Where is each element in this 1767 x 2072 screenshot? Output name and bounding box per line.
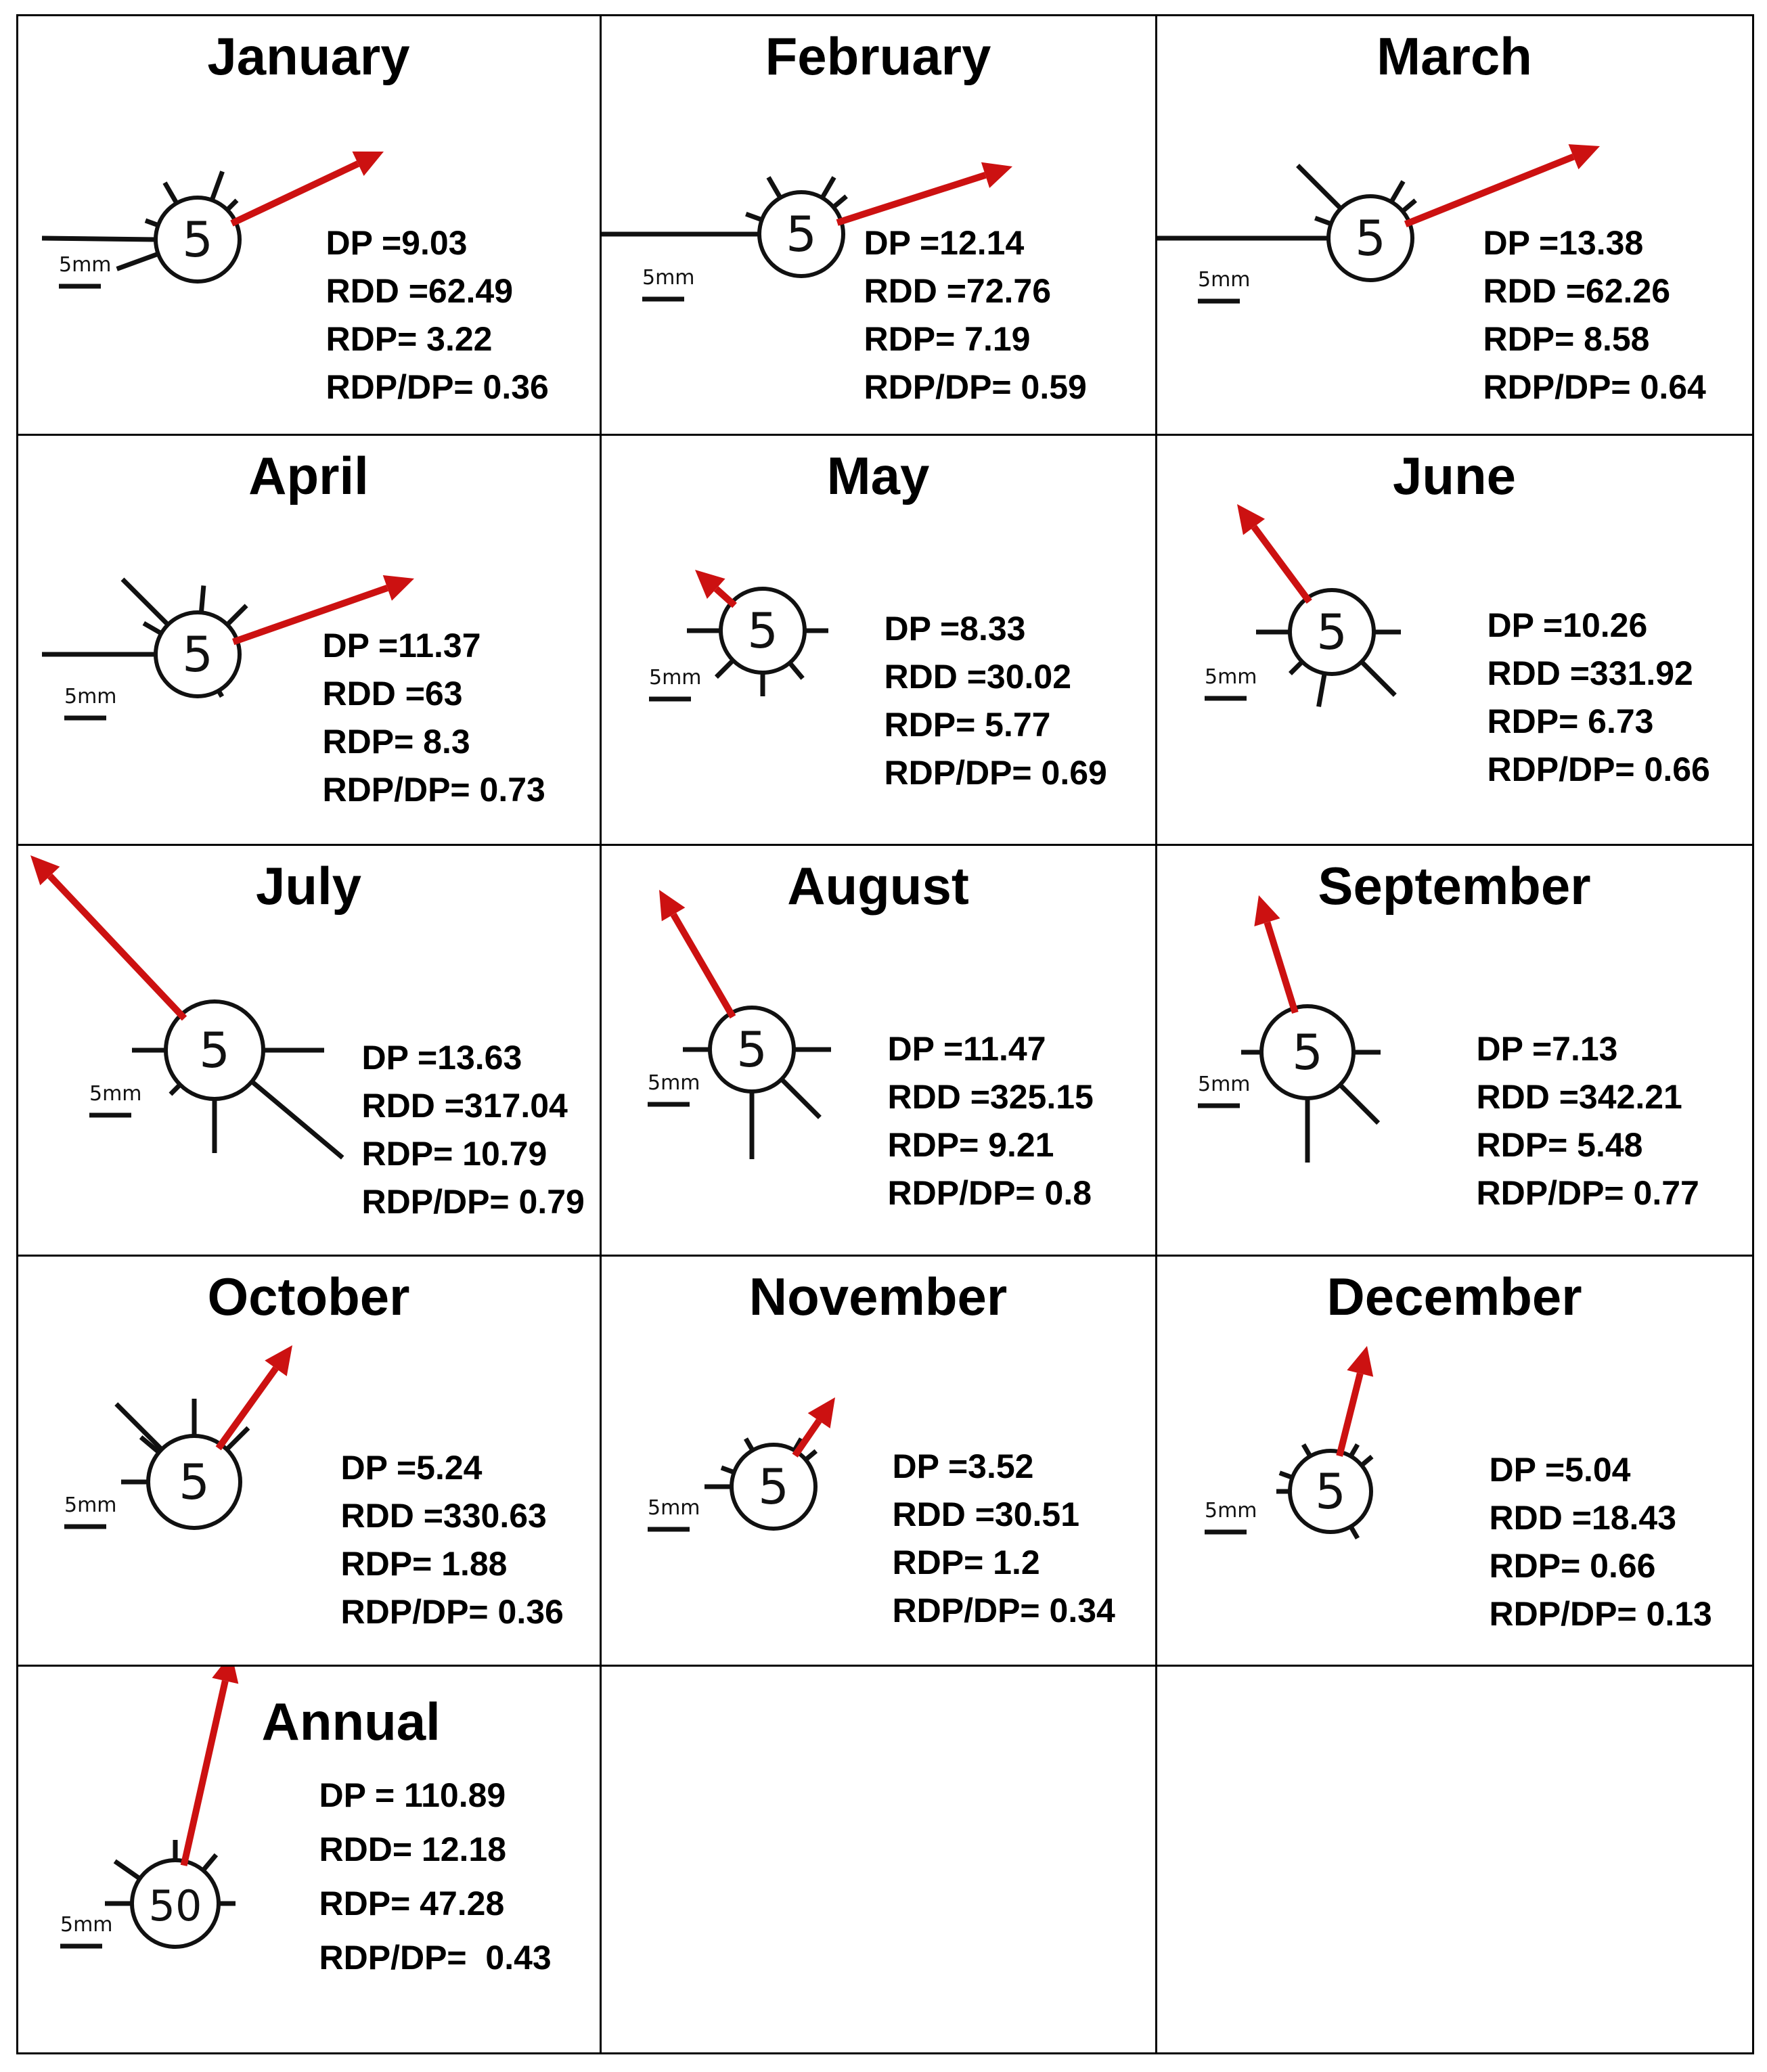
panel-july: [16, 844, 602, 1257]
stat-rdp: RDP= 5.77: [884, 705, 1051, 744]
rose-stats: [362, 1034, 585, 1226]
wind-spoke: [116, 1403, 161, 1449]
stat-dp: DP =3.52: [892, 1447, 1034, 1485]
panel-january: [16, 14, 602, 436]
rdd-arrow-shaft: [1405, 156, 1573, 224]
stat-rdd: RDD =30.02: [884, 657, 1072, 696]
stat-rdd: RDD =18.43: [1489, 1498, 1677, 1537]
rdd-arrow-head: [981, 162, 1012, 187]
panel-december: [1155, 1255, 1754, 1667]
rdd-arrow-shaft: [231, 163, 358, 223]
stat-rdp: RDP= 1.2: [892, 1543, 1040, 1581]
wind-spoke: [143, 623, 161, 633]
wind-spoke: [746, 1438, 753, 1449]
stat-ratio: RDP/DP= 0.77: [1476, 1173, 1699, 1212]
wind-spoke: [716, 660, 733, 677]
scale-label: 5mm: [647, 1495, 700, 1520]
sand-rose-grid: [17, 15, 1753, 2053]
scale-label: 5mm: [1197, 267, 1251, 292]
stat-ratio: RDP/DP= 0.13: [1489, 1594, 1712, 1633]
rose-stats: [864, 219, 1087, 411]
stat-rdp: RDP= 0.66: [1489, 1546, 1656, 1585]
circle-label: 5: [198, 1021, 230, 1079]
circle-label: 5: [1354, 209, 1386, 267]
stat-rdp: RDP= 1.88: [340, 1544, 508, 1583]
wind-spoke: [1340, 1085, 1379, 1123]
scale-label: 5mm: [647, 1071, 700, 1095]
wind-spoke: [122, 579, 167, 624]
panel-title: July: [255, 855, 362, 916]
circle-label: 5: [181, 210, 213, 268]
rdd-arrow-head: [1347, 1346, 1373, 1377]
panel-annual: [16, 1665, 602, 2054]
stat-rdd: RDD =342.21: [1476, 1077, 1682, 1116]
stat-ratio: RDP/DP= 0.34: [892, 1591, 1115, 1629]
scale-label: 5mm: [1197, 1072, 1251, 1096]
circle-label: 5: [736, 1020, 767, 1078]
wind-spoke: [781, 1079, 820, 1117]
panel-title: December: [1326, 1266, 1582, 1326]
stat-rdd: RDD =331.92: [1487, 654, 1693, 692]
panel-title: November: [748, 1266, 1008, 1326]
stat-dp: DP =7.13: [1476, 1029, 1618, 1068]
wind-spoke: [1402, 200, 1415, 211]
stat-ratio: RDP/DP= 0.64: [1483, 367, 1706, 406]
wind-spoke: [252, 1081, 342, 1157]
stat-rdd: RDD =62.49: [326, 271, 514, 310]
stat-ratio: RDP/DP= 0.69: [884, 753, 1107, 792]
rdd-arrow-shaft: [837, 175, 985, 222]
stat-rdp: RDP= 47.28: [319, 1884, 505, 1922]
panel-title: June: [1392, 445, 1517, 505]
rose-stats: [323, 622, 545, 814]
panel-march: [1155, 14, 1754, 436]
circle-label: 50: [148, 1880, 202, 1931]
panel-title: May: [826, 445, 930, 505]
rose-stats: [1488, 602, 1710, 794]
stat-ratio: RDP/DP= 0.36: [326, 367, 549, 406]
rdd-arrow-head: [807, 1397, 834, 1428]
wind-spoke: [1279, 1472, 1292, 1477]
stat-dp: DP =12.14: [864, 223, 1025, 262]
wind-spoke: [746, 214, 761, 220]
circle-label: 5: [1316, 603, 1347, 660]
stat-ratio: RDP/DP= 0.36: [340, 1592, 564, 1631]
stat-dp: DP =13.63: [361, 1038, 522, 1077]
stat-dp: DP =9.03: [326, 223, 468, 262]
panel-title: March: [1377, 26, 1532, 86]
wind-spoke: [822, 177, 834, 197]
wind-spoke: [768, 177, 780, 197]
rdd-arrow-shaft: [1339, 1373, 1360, 1456]
wind-spoke: [212, 171, 222, 200]
rose-stats: [888, 1025, 1094, 1217]
panel-title: August: [787, 855, 969, 916]
rose-stats: [341, 1444, 564, 1636]
panel-title: January: [207, 26, 410, 86]
empty-panel-1: [600, 1665, 1157, 2054]
rose-stats: [326, 219, 549, 411]
stat-dp: DP =5.24: [340, 1448, 483, 1487]
rose-stats: [319, 1768, 552, 1985]
stat-rdp: RDP= 8.58: [1483, 319, 1650, 358]
panel-november: [600, 1255, 1157, 1667]
rdd-arrow-shaft: [218, 1368, 275, 1448]
panel-april: [16, 434, 602, 846]
stat-rdd: RDD =72.76: [864, 271, 1052, 310]
rdd-arrow-shaft: [183, 1680, 225, 1865]
stat-rdp: RDP= 5.48: [1476, 1125, 1643, 1164]
circle-label: 5: [181, 625, 213, 683]
wind-spoke: [116, 254, 158, 269]
stat-rdd: RDD =62.26: [1483, 271, 1671, 310]
rdd-arrow-shaft: [1253, 526, 1309, 601]
stat-dp: DP = 110.89: [319, 1776, 506, 1814]
circle-label: 5: [746, 602, 778, 659]
panel-september: [1155, 844, 1754, 1257]
stat-ratio: RDP/DP= 0.79: [361, 1182, 585, 1221]
circle-label: 5: [178, 1453, 210, 1510]
panel-august: [600, 844, 1157, 1257]
panel-title: April: [248, 445, 369, 505]
rose-stats: [1477, 1025, 1699, 1217]
rdd-arrow-head: [1254, 895, 1280, 926]
stat-rdd: RDD =325.15: [887, 1077, 1094, 1116]
rdd-arrow-shaft: [1267, 922, 1295, 1012]
stat-rdp: RDP= 3.22: [326, 319, 493, 358]
stat-dp: DP =13.38: [1483, 223, 1644, 262]
wind-spoke: [201, 585, 203, 612]
scale-label: 5mm: [60, 1912, 113, 1937]
rose-stats: [1483, 219, 1706, 411]
stat-rdp: RDP= 7.19: [864, 319, 1031, 358]
scale-label: 5mm: [64, 1493, 117, 1517]
panel-february: [600, 14, 1157, 436]
wind-spoke: [1315, 218, 1330, 224]
stat-ratio: RDP/DP= 0.73: [322, 770, 545, 809]
wind-spoke: [1297, 165, 1341, 208]
stat-rdd: RDD =30.51: [892, 1495, 1080, 1533]
stat-dp: DP =5.04: [1489, 1450, 1631, 1489]
rdd-arrow-shaft: [49, 876, 184, 1018]
panel-may: [600, 434, 1157, 846]
circle-label: 5: [1314, 1462, 1346, 1520]
panel-title: September: [1318, 855, 1591, 916]
wind-spoke: [789, 662, 802, 678]
wind-spoke: [114, 1861, 139, 1878]
rdd-arrow-head: [382, 575, 413, 600]
stat-ratio: RDP/DP= 0.8: [887, 1173, 1092, 1212]
wind-spoke: [203, 1854, 216, 1870]
scale-label: 5mm: [64, 684, 117, 708]
rose-stats: [893, 1443, 1115, 1635]
rdd-arrow-head: [265, 1345, 292, 1376]
wind-spoke: [1361, 1456, 1371, 1465]
stat-rdd: RDD= 12.18: [319, 1830, 507, 1868]
stat-rdd: RDD =330.63: [340, 1496, 547, 1535]
stat-rdp: RDP= 8.3: [322, 722, 470, 761]
rose-stats: [885, 605, 1107, 797]
wind-spoke: [1391, 181, 1404, 201]
scale-label: 5mm: [58, 252, 112, 277]
rose-stats: [1490, 1446, 1712, 1638]
wind-spoke-long: [42, 238, 156, 240]
rdd-arrow-shaft: [673, 914, 733, 1016]
stat-dp: DP =11.37: [322, 626, 481, 665]
wind-spoke: [721, 1467, 734, 1472]
wind-spoke: [1318, 673, 1324, 706]
panel-october: [16, 1255, 602, 1667]
stat-ratio: RDP/DP= 0.43: [319, 1938, 552, 1977]
stat-rdp: RDP= 9.21: [887, 1125, 1054, 1164]
scale-label: 5mm: [1204, 1498, 1257, 1523]
circle-label: 5: [785, 205, 817, 263]
scale-label: 5mm: [1204, 665, 1257, 689]
wind-spoke: [227, 605, 246, 624]
scale-label: 5mm: [89, 1081, 142, 1106]
wind-spoke: [833, 196, 846, 207]
circle-label: 5: [1291, 1023, 1323, 1081]
panel-title: Annual: [261, 1691, 441, 1751]
wind-spoke: [164, 182, 177, 202]
panel-title: February: [765, 26, 991, 86]
stat-ratio: RDP/DP= 0.59: [864, 367, 1087, 406]
panel-june: [1155, 434, 1754, 846]
stat-rdp: RDP= 10.79: [361, 1134, 547, 1173]
stat-rdd: RDD =63: [322, 674, 463, 713]
panel-title: October: [207, 1266, 410, 1326]
empty-panel-2: [1155, 1665, 1754, 2054]
wind-spoke: [1290, 661, 1302, 673]
wind-spoke: [1361, 661, 1394, 694]
stat-dp: DP =10.26: [1487, 606, 1648, 644]
stat-rdd: RDD =317.04: [361, 1086, 568, 1125]
stat-rdp: RDP= 6.73: [1487, 702, 1654, 740]
circle-label: 5: [757, 1458, 789, 1515]
stat-dp: DP =8.33: [884, 609, 1026, 648]
scale-label: 5mm: [642, 265, 695, 290]
rdd-arrow-shaft: [716, 589, 734, 606]
stat-dp: DP =11.47: [887, 1029, 1046, 1068]
scale-label: 5mm: [648, 665, 702, 690]
stat-ratio: RDP/DP= 0.66: [1487, 750, 1710, 788]
